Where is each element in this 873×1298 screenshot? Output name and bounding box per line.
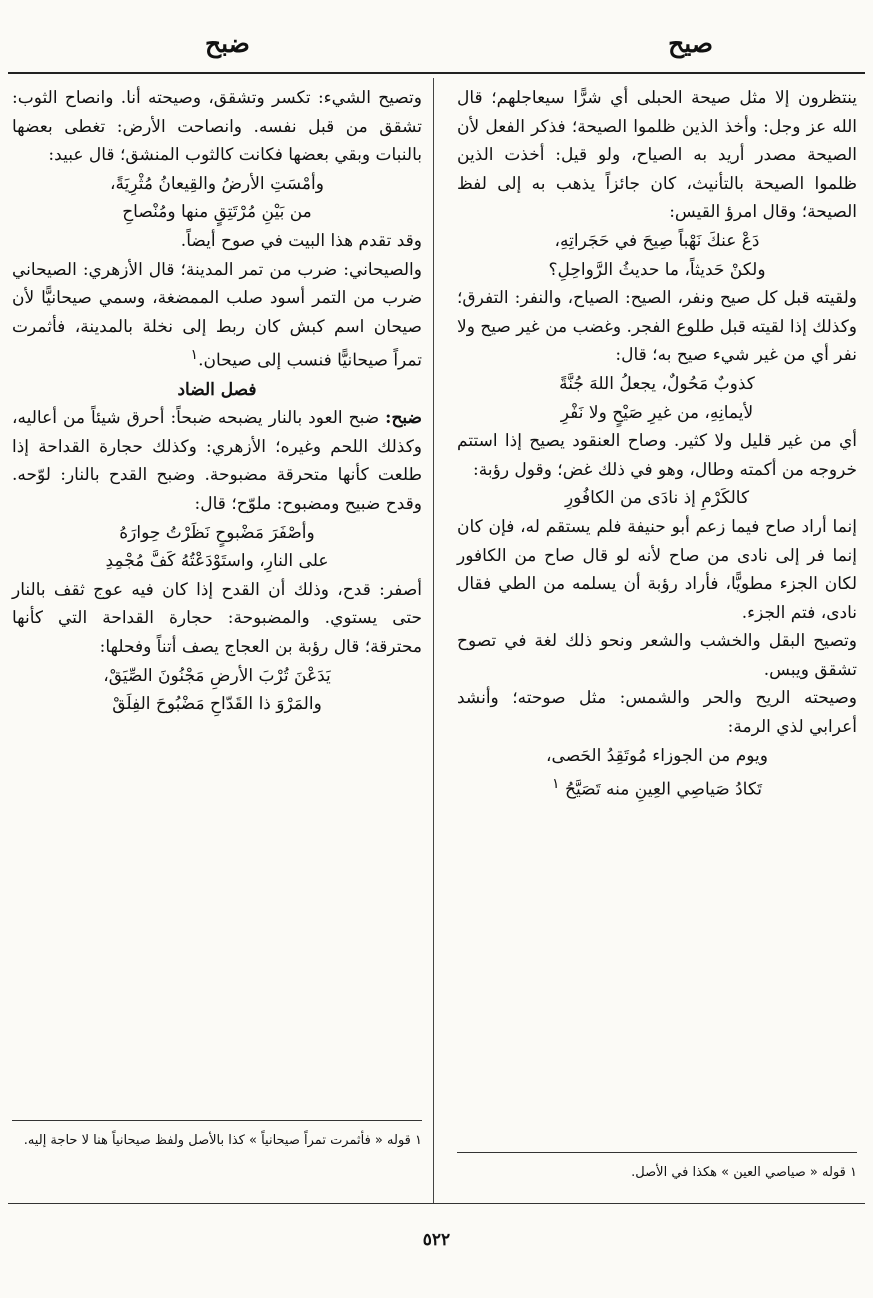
left-paragraph-4: [12, 404, 422, 518]
right-paragraph-6: وصيحته الريح والحر والشمس: مثل صوحته؛ وأنشد أعرابي لذي الرمة:: [457, 688, 857, 738]
right-footnote-rule: [457, 1152, 857, 1153]
left-paragraph-4-text: ضبح العود بالنار يضبحه ضبحاً: أحرق شيئاً من أعاليه، وكذلك اللحم وغيره؛ الأزهري: وكذلك حجارة القداحة إذا طلعت كأنها متحرقة مضبوحة. وضبح القدح بالنار: لوّحه. وقدح ضبيح ومضبوح: ملوّح؛ قال:: [12, 408, 422, 514]
right-paragraph-4: إنما أراد صاح فيما زعم أبو حنيفة فلم يستقم له، فإن كان إنما فر إلى نادى من صاح لأنه لو قال صاح من الكافور لكان الجزء مطويًّا، فأراد رؤبة أن يسلمه من الطي فقال نادى، فتم الجزء.: [457, 516, 857, 623]
left-footnote-area: [12, 1130, 422, 1152]
right-headword: صيح: [668, 29, 713, 58]
right-paragraph-1: ينتظرون إلا مثل صيحة الحبلى أي شرًّا سيعاجلهم؛ قال الله عز وجل: وأخذ الذين ظلموا الصيحة؛ فذكر الفعل لأن الصيحة مصدر أريد به الصياح، ولو قيل: أخذت الذين ظلموا الصيحة بالتأنيث، كان جائزاً يذهب به إلى لفظ الصيحة؛ وقال امرؤ القيس:: [457, 88, 857, 223]
right-paragraph-5: وتصيح البقل والخشب والشعر ونحو ذلك لغة في تصوح تشقق ويبس.: [457, 631, 857, 680]
page-number: ٥٢٢: [422, 1230, 451, 1250]
right-verse-2a: كذوبٌ مَحُولٌ، يجعلُ اللهَ جُنَّةً: [559, 373, 755, 394]
right-paragraph-2: ولقيته قبل كل صيح ونفر، الصيح: الصياح، والنفر: التفرق؛ وكذلك إذا لقيته قبل طلوع الفجر. وغضب من غير صيح ولا نفر أي من غير شيء صيح به؛ قال:: [457, 288, 857, 366]
right-verse-1a: دَعْ عنكَ نَهْباً صِيحَ في حَجَراتِهِ،: [554, 230, 760, 251]
left-paragraph-3: [12, 256, 422, 376]
entry-headword: ضبح:: [385, 408, 422, 429]
left-paragraph-3-text: والصيحاني: ضرب من تمر المدينة؛ قال الأزهري: الصيحاني ضرب من التمر أسود صلب الممضغة، وسمي صيحانيًّا لأن صيحان اسم كبش كان ربط إلى نخلة بالمدينة، فأثمرت تمراً صيحانيًّا فنسب إلى صيحان.: [12, 259, 422, 371]
right-verse-3: كالكَرْمِ إذ نادَى من الكافُورِ: [564, 488, 750, 509]
left-verse-1a: وأمْسَتِ الأرضُ والقِيعانُ مُثْرِيَةً،: [110, 173, 324, 194]
section-title: فصل الضاد: [177, 379, 257, 400]
left-footnote: ١ قوله « فأثمرت تمراً صيحانياً » كذا بالأصل ولفظ صيحانياً هنا لا حاجة إليه.: [23, 1133, 422, 1148]
left-paragraph-2: وقد تقدم هذا البيت في صوح أيضاً.: [180, 230, 422, 251]
left-headword: ضبح: [205, 29, 250, 58]
right-verse-1b: ولكنْ حَديثاً، ما حديثُ الرَّواحِلِ؟: [548, 259, 766, 280]
left-verse-2a: وأصْفَرَ مَضْبوحٍ نَظَرْتُ حِوارَهُ: [119, 522, 315, 543]
right-footnote: ١ قوله « صياصي العين » هكذا في الأصل.: [631, 1165, 857, 1180]
right-verse-4b-text: تَكادُ صَياصِي العِينِ منه تَصَيَّحُ: [565, 779, 762, 800]
right-footnote-area: [457, 1162, 857, 1184]
left-verse-2b: على النارِ، واستَوْدَعْتُهُ كَفَّ مُجْمِدِ: [105, 551, 329, 572]
right-verse-2b: لأيمانِهِ، من غيرِ صَيْحٍ ولا نَفْرِ: [560, 402, 754, 423]
right-column: [457, 84, 857, 805]
right-verse-4a: ويوم من الجوزاء مُوتَقِدُ الحَصى،: [546, 745, 768, 766]
left-paragraph-5: أصفر: قدح، وذلك أن القدح إذا كان فيه عوج ثقف بالنار حتى يستوي. والمضبوحة: حجارة القداحة التي كأنها محترقة؛ قال رؤبة بن العجاج يصف أتناً وفحلها:: [12, 579, 422, 657]
left-paragraph-1: وتصيح الشيء: تكسر وتشقق، وصيحته أنا. وانصاح الثوب: تشقق من قبل نفسه. وانصاحت الأرض: تغطى بعضها بالنبات وبقي بعضها فكانت كالثوب المنشق؛ قال عبيد:: [12, 88, 422, 166]
column-divider: [433, 78, 434, 1203]
right-verse-4b: [457, 770, 857, 804]
right-paragraph-3: أي من غير قليل ولا كثير. وصاح العنقود يصيح إذا استتم خروجه من أكمته وطال، وهو في ذلك غض؛ وقول رؤبة:: [457, 431, 857, 480]
footnote-marker: ١: [552, 776, 560, 793]
left-footnote-rule: [12, 1120, 422, 1121]
left-verse-3b: والمَرْوَ ذا القَدّاحِ مَضْبُوحَ الفِلَقْ: [112, 694, 322, 715]
bottom-rule: [8, 1203, 865, 1204]
top-rule: [8, 72, 865, 74]
footnote-marker: ١: [190, 347, 199, 364]
left-verse-3a: يَدَعْنَ تُرْبَ الأرضِ مَجْنُونَ الصِّيَقْ،: [103, 665, 331, 686]
left-verse-1b: من بَيْنِ مُرْتَتِقٍ منها ومُنْصاحِ: [122, 202, 312, 223]
left-column: [12, 84, 422, 719]
